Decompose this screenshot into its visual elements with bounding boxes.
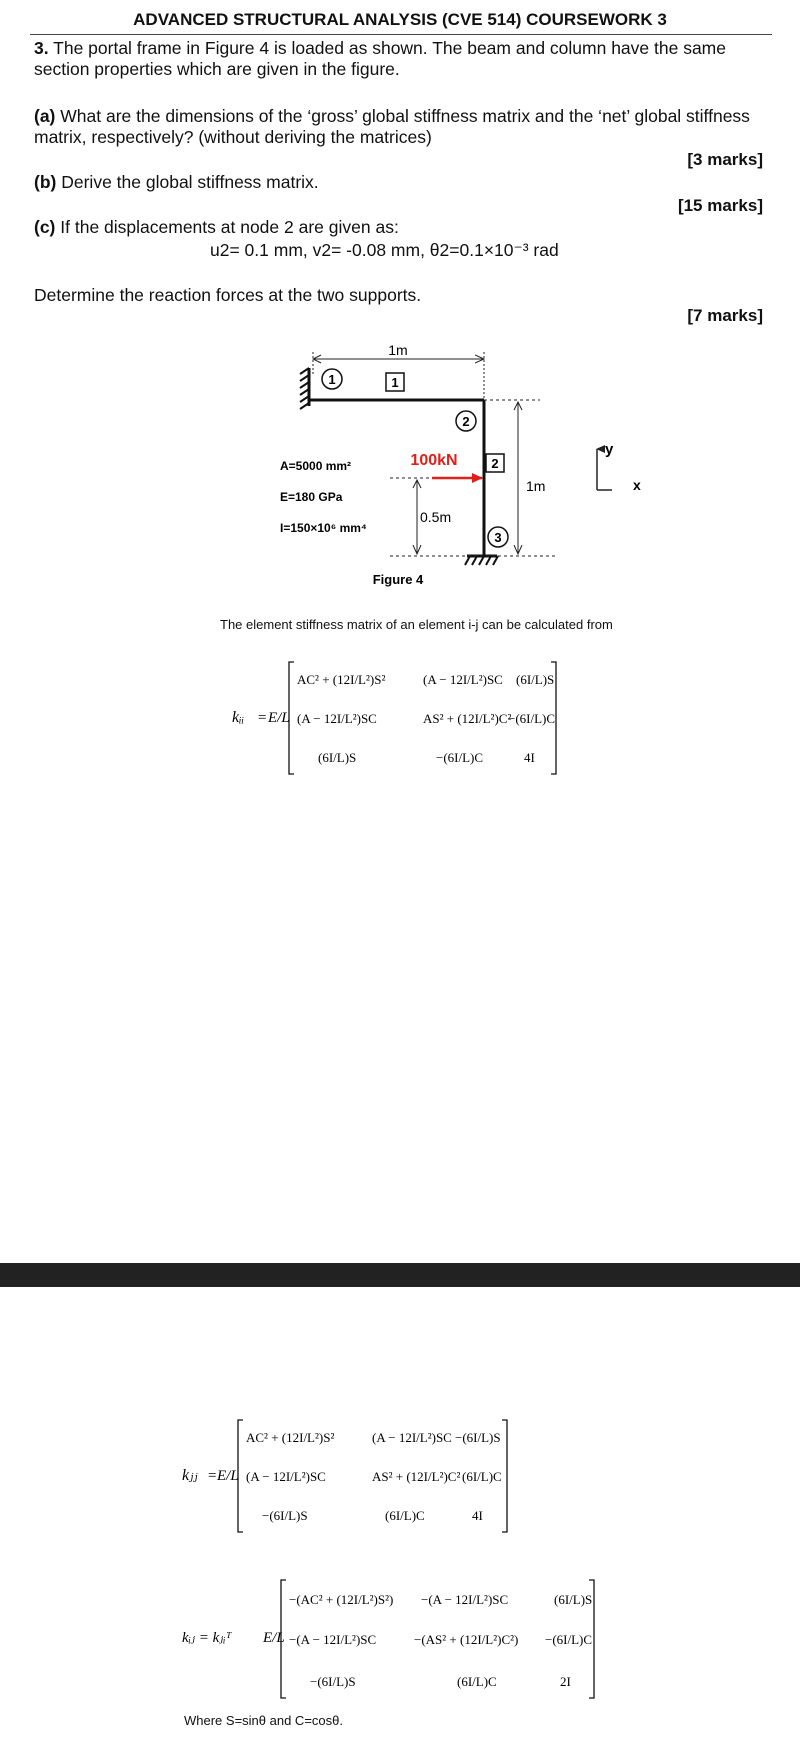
node-3-label: 3 <box>494 530 502 545</box>
portal-frame-figure <box>0 330 800 600</box>
part-c-label: (c) <box>34 217 56 237</box>
kij-matrix-block <box>0 1570 800 1710</box>
figure-caption: Figure 4 <box>372 572 424 587</box>
kij-cell: −(AC² + (12I/L²)S²) <box>289 1592 394 1607</box>
question-number: 3. <box>34 38 49 58</box>
part-b-marks: [15 marks] <box>677 196 763 215</box>
part-a-label: (a) <box>34 106 56 126</box>
kii-cell: (6I/L)S <box>516 672 555 687</box>
element-2-label: 2 <box>491 456 499 471</box>
kjj-prefix: E/L <box>217 1468 239 1484</box>
kjj-cell: (A − 12I/L²)SC <box>246 1469 326 1484</box>
prop-I: I=150×10⁶ mm⁴ <box>280 521 367 535</box>
load-label: 100kN <box>410 452 458 469</box>
kjj-cell: (6I/L)C <box>385 1508 425 1523</box>
kjj-cell: 4I <box>472 1508 483 1523</box>
kjj-cell: (A − 12I/L²)SC <box>372 1430 452 1445</box>
part-b <box>34 172 319 193</box>
question-intro <box>34 38 764 80</box>
kii-cell: AS² + (12I/L²)C² <box>423 711 512 726</box>
kjj-cell: AS² + (12I/L²)C² <box>372 1469 461 1484</box>
kii-cell: AC² + (12I/L²)S² <box>297 672 386 687</box>
kii-cell: (A − 12I/L²)SC <box>297 711 377 726</box>
kii-matrix-block <box>0 650 800 780</box>
part-b-label: (b) <box>34 172 57 192</box>
part-a-marks: [3 marks] <box>687 150 763 169</box>
kij-cell: −(6I/L)S <box>310 1674 356 1689</box>
kij-cell: −(A − 12I/L²)SC <box>289 1632 377 1647</box>
node-1-label: 1 <box>328 372 336 387</box>
prop-E: E=180 GPa <box>280 490 343 504</box>
kii-cell: 4I <box>524 750 535 765</box>
axis-y-label: y <box>605 441 614 458</box>
kjj-bracket-left <box>238 1420 243 1532</box>
part-c-marks: [7 marks] <box>687 306 763 325</box>
kii-cell: (A − 12I/L²)SC <box>423 672 503 687</box>
page-title: ADVANCED STRUCTURAL ANALYSIS (CVE 514) COURSEWORK 3 <box>133 10 667 29</box>
kjj-matrix-block <box>0 1412 800 1542</box>
kii-bracket-left <box>289 662 294 774</box>
kij-cell: (6I/L)S <box>554 1592 593 1607</box>
kij-cell: 2I <box>560 1674 571 1689</box>
kii-cell: (6I/L)S <box>318 750 357 765</box>
kjj-label: kⱼⱼ <box>182 1467 198 1484</box>
part-a-text: What are the dimensions of the ‘gross’ global stiffness matrix and the ‘net’ global stiffness matrix, respectively? (without deriving the matrices) <box>34 106 750 147</box>
part-c-text: If the displacements at node 2 are given as: <box>60 217 399 237</box>
stiffness-intro: The element stiffness matrix of an element i-j can be calculated from <box>220 617 613 632</box>
kij-cell: −(6I/L)C <box>545 1632 593 1647</box>
kii-prefix: E/L <box>268 710 290 726</box>
kii-cell: −(6I/L)C <box>508 711 556 726</box>
kjj-cell: −(6I/L)S <box>455 1430 501 1445</box>
node-2-label: 2 <box>462 414 470 429</box>
part-a <box>34 106 774 148</box>
dim-right-label: 1m <box>526 478 546 494</box>
part-c <box>34 217 399 238</box>
part-b-text: Derive the global stiffness matrix. <box>61 172 319 192</box>
header-divider <box>30 34 772 35</box>
trig-definition: Where S=sinθ and C=cosθ. <box>184 1713 343 1728</box>
prop-A: A=5000 mm² <box>280 459 352 473</box>
kij-label: kᵢⱼ = kⱼᵢᵀ <box>182 1630 232 1646</box>
displacements: u2= 0.1 mm, v2= -0.08 mm, θ2=0.1×10⁻³ rad <box>210 240 559 260</box>
kjj-cell: AC² + (12I/L²)S² <box>246 1430 335 1445</box>
determine-text: Determine the reaction forces at the two supports. <box>34 285 422 305</box>
kjj-bracket-right <box>502 1420 507 1532</box>
svg-text:=: = <box>208 1468 217 1484</box>
kij-cell: −(A − 12I/L²)SC <box>421 1592 509 1607</box>
kij-cell: (6I/L)C <box>457 1674 497 1689</box>
element-1-label: 1 <box>391 375 399 390</box>
question-intro-text: The portal frame in Figure 4 is loaded as shown. The beam and column have the same section properties which are given in the figure. <box>34 38 726 79</box>
dim-top-label: 1m <box>388 342 408 358</box>
kjj-cell: (6I/L)C <box>462 1469 502 1484</box>
kii-label: kᵢᵢ <box>232 709 245 726</box>
dim-half-label: 0.5m <box>420 509 452 525</box>
axis-x-label: x <box>633 477 641 493</box>
page-separator-band <box>0 1263 800 1287</box>
svg-text:=: = <box>258 710 267 726</box>
kij-cell: −(AS² + (12I/L²)C²) <box>414 1632 519 1647</box>
kij-prefix: E/L <box>263 1630 285 1646</box>
kjj-cell: −(6I/L)S <box>262 1508 308 1523</box>
kii-cell: −(6I/L)C <box>436 750 484 765</box>
